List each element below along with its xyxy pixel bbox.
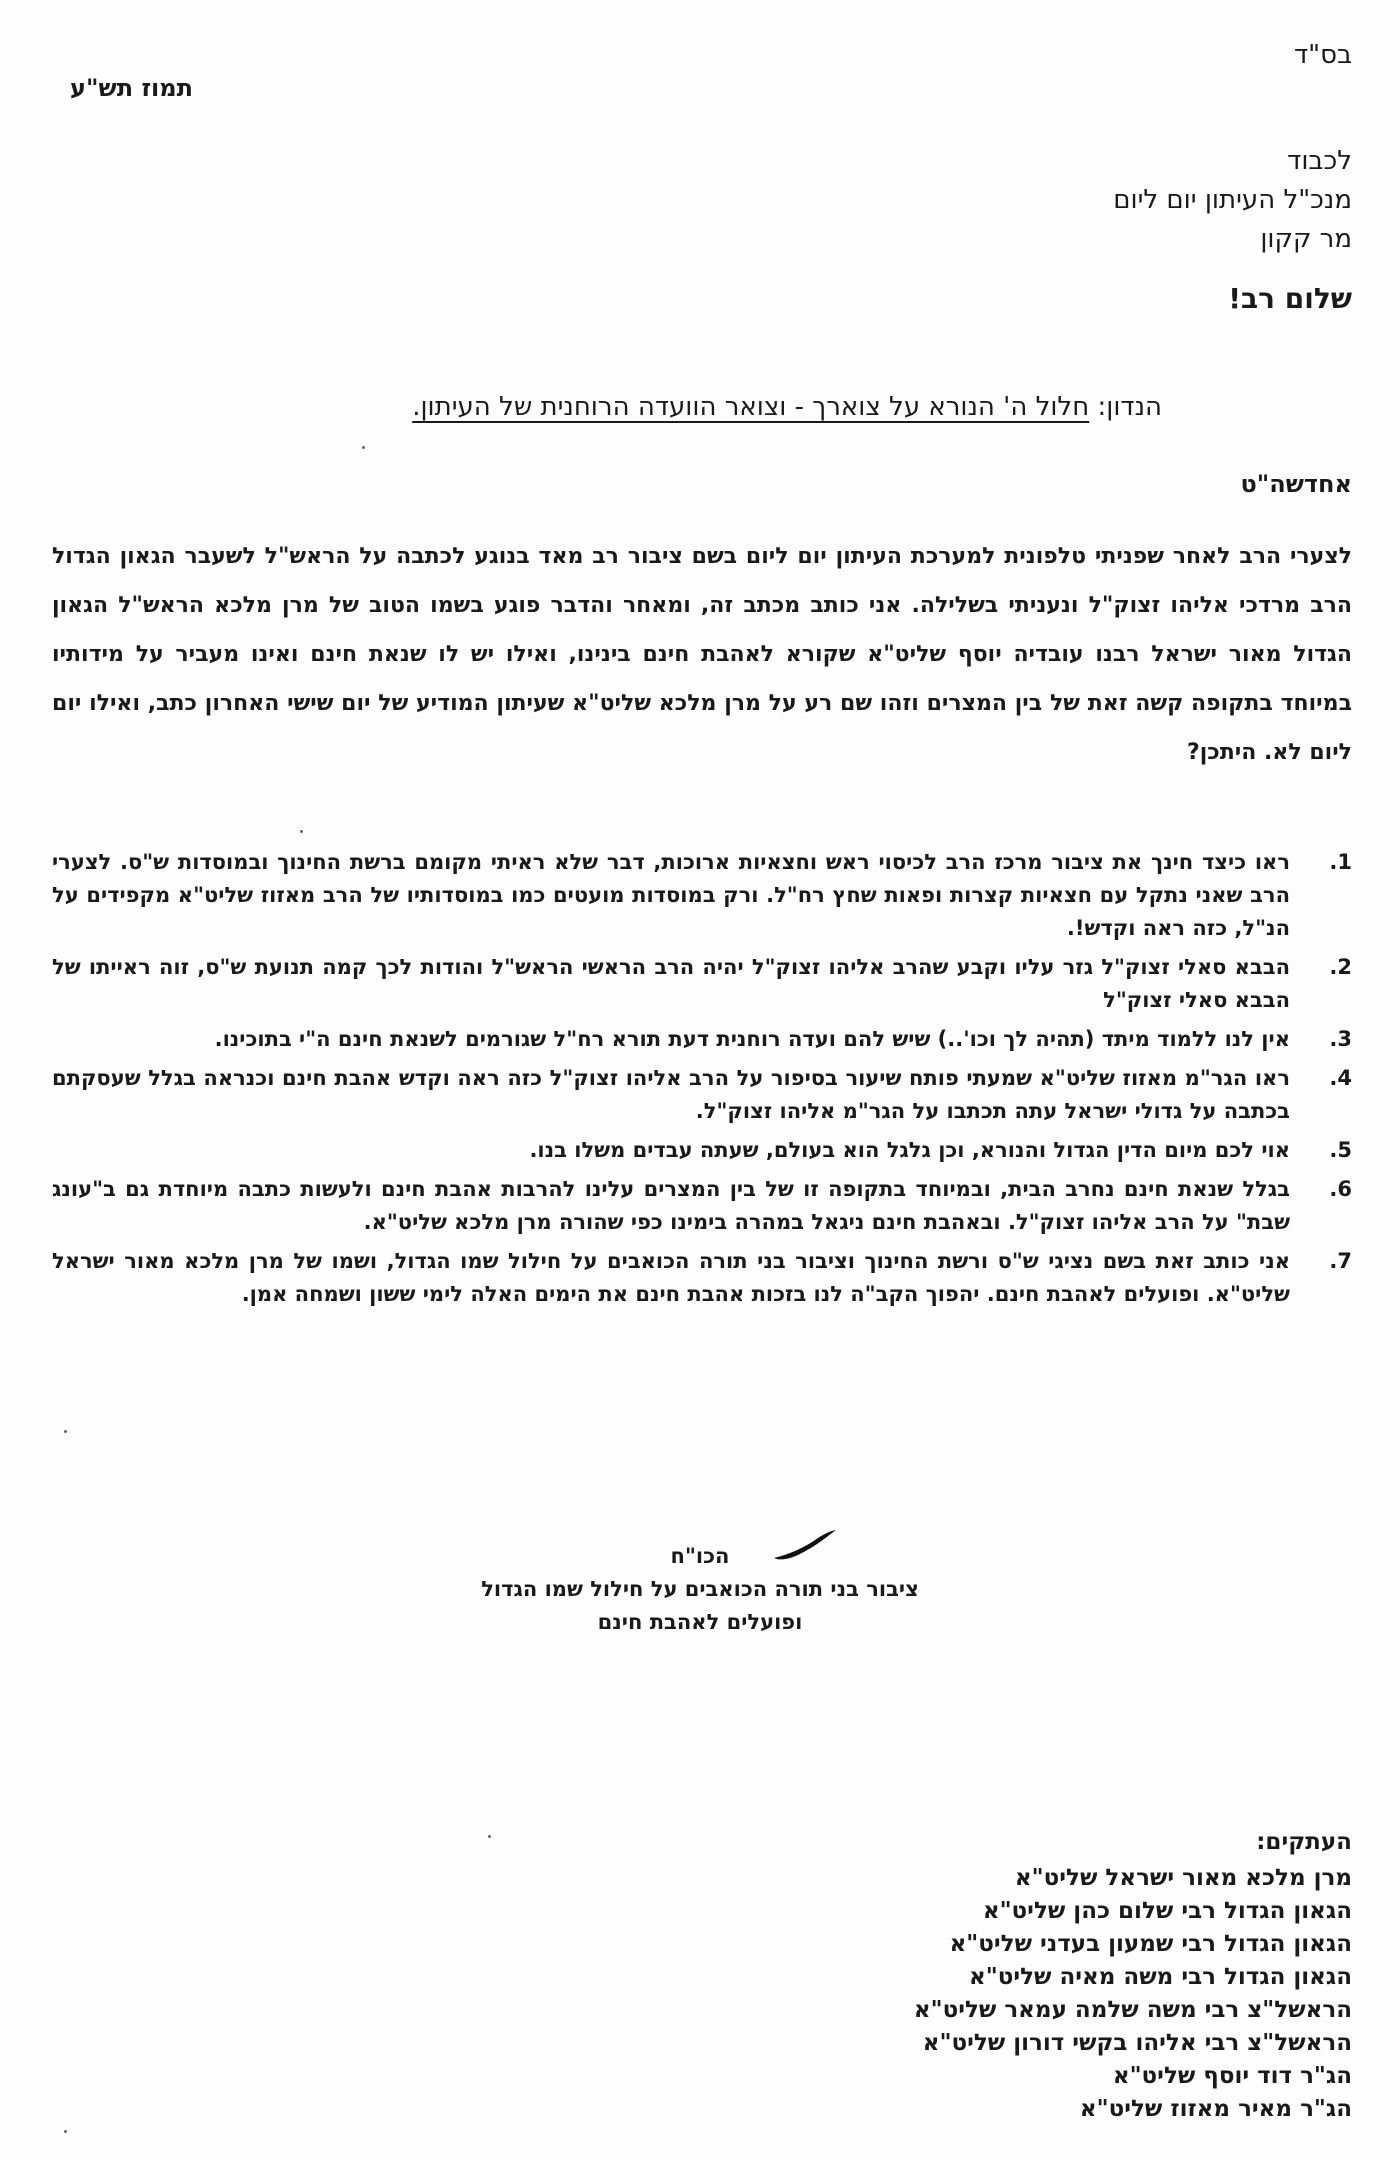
point-text: אוי לכם מיום הדין הגדול והנורא, וכן גלגל הוא בעולם, שעתה עבדים משלו בנו. (529, 1138, 1290, 1162)
copies-list (914, 1862, 1352, 2126)
closing-block (0, 1540, 1400, 1639)
point-text: בגלל שנאת חינם נחרב הבית, ובמיוחד בתקופה זו של בין המצרים עלינו להרבות אהבת חינם ולעשות כתבה מיוחדת גם ב"עונג שבת" על הרב אליהו זצוק"ל. ובאהבת חינם ניגאל במהרה בימינו כפי שהורה מרן מלכא שליט"א. (52, 1177, 1290, 1234)
copies-title: העתקים: (1256, 1829, 1352, 1855)
subject-line (412, 392, 1162, 422)
intro-paragraph: לצערי הרב לאחר שפניתי טלפונית למערכת העיתון יום ליום בשם ציבור רב מאד בנוגע לכתבה על הראש"ל לשעבר הגאון הגדול הרב מרדכי אליהו זצוק"ל ונעניתי בשלילה. אני כותב מכתב זה, ומאחר והדבר פוגע בשמו הטוב של מרן מלכא הראש"ל הגאון הגדול מאור ישראל רבנו עובדיה יוסף שליט"א שקורא לאהבת חינם בינינו, ואילו יש לו שנאת חינם ואינו מעביר על מידותיו במיוחד בתקופה קשה זאת של בין המצרים וזהו שם רע על מרן מלכא שליט"א שעיתון המודיע של יום שישי האחרון כתב, ואילו יום ליום לא. היתכן? (52, 544, 1352, 765)
numbered-points (52, 846, 1352, 1317)
copy-recipient: הראשל"צ רבי משה שלמה עמאר שליט"א (913, 1997, 1352, 2023)
closing-line-3: ופועלים לאהבת חינם (597, 1610, 803, 1634)
scan-speck (488, 1835, 491, 1838)
address-line-2: מנכ"ל העיתון יום ליום (1113, 185, 1352, 215)
point-number: 1. (1329, 850, 1352, 874)
point-item (52, 1134, 1352, 1167)
point-text: ראו הגר"מ מאזוז שליט"א שמעתי פותח שיעור בסיפור על הרב אליהו זצוק"ל כזה ראה וקדש אהבת חינם וכנראה בגלל שעסקתם בכתבה על גדולי ישראל עתה תכתבו על הגר"מ אליהו זצוק"ל. (52, 1066, 1290, 1123)
closing-line-2: ציבור בני תורה הכואבים על חילול שמו הגדול (481, 1577, 919, 1601)
address-line-3: מר קקון (1260, 224, 1352, 254)
scan-speck (64, 2130, 67, 2133)
point-item (52, 1062, 1352, 1128)
point-number: 2. (1329, 955, 1352, 979)
point-item (52, 846, 1352, 945)
copy-recipient: הג"ר דוד יוסף שליט"א (1112, 2063, 1352, 2089)
point-item (52, 951, 1352, 1017)
bsd-header: בס"ד (1293, 40, 1352, 70)
scan-speck (300, 830, 303, 833)
copy-recipient: הראשל"צ רבי אליהו בקשי דורון שליט"א (922, 2030, 1352, 2056)
letter-date: תמוז תש"ע (70, 74, 194, 102)
point-text: הבבא סאלי זצוק"ל גזר עליו וקבע שהרב אליהו זצוק"ל יהיה הרב הראשי הראש"ל והודות לכך קמה תנועת ש"ס, זוה ראייתו של הבבא סאלי זצוק"ל (52, 955, 1290, 1012)
copy-recipient: הג"ר מאיר מאזוז שליט"א (1079, 2096, 1352, 2122)
subject-text: חלול ה' הנורא על צוארך - וצואר הוועדה הרוחנית של העיתון. (412, 392, 1090, 422)
point-number: 6. (1329, 1177, 1352, 1201)
opening-salutation: אחדשה"ט (1240, 470, 1352, 498)
point-text: אני כותב זאת בשם נציגי ש"ס ורשת החינוך וציבור בני תורה הכואבים על חילול שמו הגדול, ושמו של מרן מלכא מאור ישראל שליט"א. ופועלים לאהבת חינם. יהפוך הקב"ה לנו בזכות אהבת חינם את הימים האלה לימי ששון ושמחה אמן. (52, 1249, 1290, 1306)
subject-label: הנדון: (1097, 392, 1162, 422)
point-number: 5. (1329, 1138, 1352, 1162)
scan-speck (64, 1430, 67, 1433)
point-item (52, 1245, 1352, 1311)
point-text: ראו כיצד חינך את ציבור מרכז הרב לכיסוי ראש וחצאיות ארוכות, דבר שלא ראיתי מקומם ברשת החינוך ובמוסדות ש"ס. לצערי הרב שאני נתקל עם חצאיות קצרות ופאות שחץ רח"ל. ורק במוסדות מועטים כמו במוסדותיו של הרב מאזוז שליט"א מקפידים על הנ"ל, כזה ראה וקדש!. (52, 850, 1290, 940)
copy-recipient: הגאון הגדול רבי משה מאיה שליט"א (968, 1964, 1352, 1990)
greeting: שלום רב! (1228, 282, 1352, 315)
point-item (52, 1023, 1352, 1056)
scan-speck (362, 446, 365, 449)
point-number: 4. (1329, 1066, 1352, 1090)
copy-recipient: מרן מלכא מאור ישראל שליט"א (1014, 1865, 1352, 1891)
copy-recipient: הגאון הגדול רבי שלום כהן שליט"א (982, 1898, 1352, 1924)
point-number: 7. (1329, 1249, 1352, 1273)
copy-recipient: הגאון הגדול רבי שמעון בעדני שליט"א (949, 1931, 1352, 1957)
closing-line-1: הכו"ח (670, 1544, 730, 1568)
point-item (52, 1173, 1352, 1239)
recipient-address (1113, 142, 1352, 259)
point-text: אין לנו ללמוד מיתד (תהיה לך וכו'..) שיש להם ועדה רוחנית דעת תורא רח"ל שגורמים לשנאת חינם ה"י בתוכינו. (214, 1027, 1290, 1051)
point-number: 3. (1329, 1027, 1352, 1051)
address-line-1: לכבוד (1287, 146, 1352, 176)
